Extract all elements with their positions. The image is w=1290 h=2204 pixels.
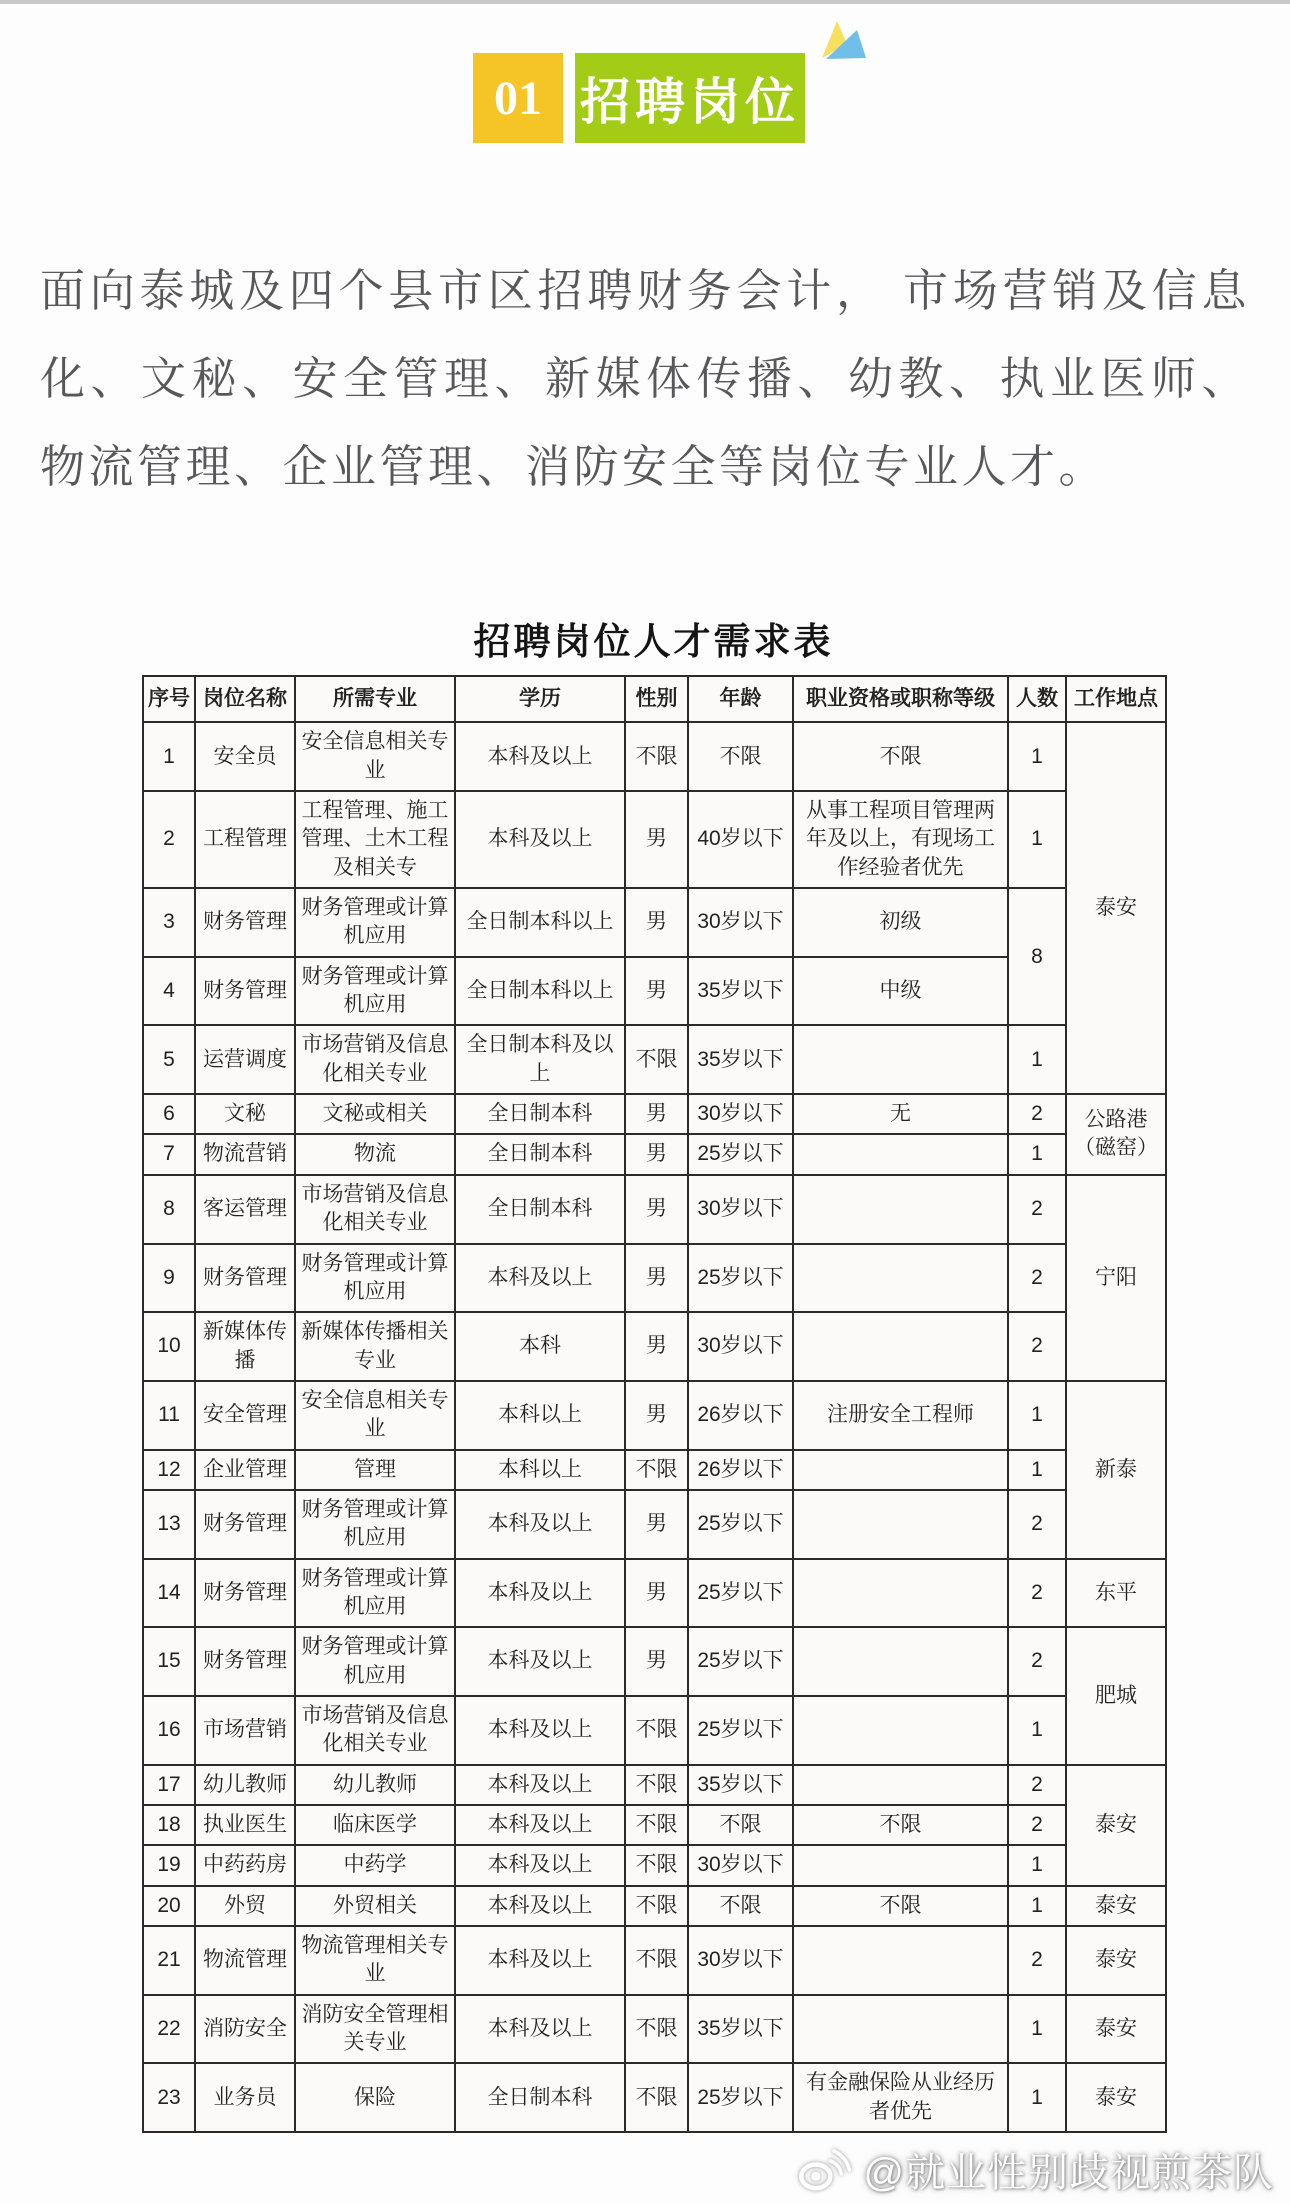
table-row — [143, 1627, 1166, 1696]
table-cell: 不限 — [688, 1886, 793, 1926]
table-cell — [793, 1025, 1008, 1094]
table-cell: 安全管理 — [195, 1381, 295, 1450]
table-row — [143, 1134, 1166, 1174]
table-cell: 10 — [143, 1312, 195, 1381]
table-cell — [793, 1490, 1008, 1559]
table-cell: 2 — [1008, 1926, 1066, 1995]
table-cell — [793, 1765, 1008, 1805]
table-cell: 1 — [1008, 2063, 1066, 2132]
watermark-handle: @就业性别歧视煎茶队 — [863, 2151, 1274, 2195]
table-cell: 财务管理 — [195, 1490, 295, 1559]
table-cell: 6 — [143, 1094, 195, 1134]
table-cell: 男 — [625, 1559, 688, 1628]
table-cell: 4 — [143, 957, 195, 1026]
table-cell: 无 — [793, 1094, 1008, 1134]
section-number-badge — [473, 53, 563, 143]
table-cell: 财务管理或计算机应用 — [295, 888, 455, 957]
table-cell: 不限 — [625, 1696, 688, 1765]
table-cell: 不限 — [688, 1805, 793, 1845]
table-row — [143, 1559, 1166, 1628]
table-cell: 临床医学 — [295, 1805, 455, 1845]
table-cell: 35岁以下 — [688, 1025, 793, 1094]
table-cell: 8 — [143, 1175, 195, 1244]
table-cell: 不限 — [625, 1450, 688, 1490]
table-cell: 40岁以下 — [688, 791, 793, 888]
table-row — [143, 722, 1166, 791]
table-cell — [793, 1926, 1008, 1995]
table-cell: 东平 — [1066, 1559, 1166, 1628]
table-cell: 运营调度 — [195, 1025, 295, 1094]
section-badge — [473, 53, 1290, 143]
table-cell: 7 — [143, 1134, 195, 1174]
table-cell: 本科及以上 — [455, 1845, 625, 1885]
header-row — [143, 676, 1166, 722]
table-cell: 男 — [625, 1312, 688, 1381]
table-cell: 25岁以下 — [688, 1559, 793, 1628]
table-cell: 本科及以上 — [455, 1995, 625, 2064]
table-cell: 不限 — [793, 722, 1008, 791]
table-cell: 不限 — [625, 1926, 688, 1995]
table-cell: 财务管理 — [195, 1627, 295, 1696]
table-cell — [793, 1627, 1008, 1696]
table-cell: 男 — [625, 1244, 688, 1313]
table-cell: 30岁以下 — [688, 1175, 793, 1244]
section-title: 招聘岗位 — [580, 74, 800, 130]
table-cell: 财务管理 — [195, 888, 295, 957]
table-cell: 本科及以上 — [455, 1926, 625, 1995]
table-cell: 19 — [143, 1845, 195, 1885]
table-cell — [793, 1312, 1008, 1381]
table-cell: 本科及以上 — [455, 1490, 625, 1559]
table-cell: 本科以上 — [455, 1381, 625, 1450]
table-cell: 物流管理相关专业 — [295, 1926, 455, 1995]
table-cell: 1 — [1008, 1381, 1066, 1450]
table-cell: 文秘或相关 — [295, 1094, 455, 1134]
table-row — [143, 1805, 1166, 1845]
table-cell: 2 — [1008, 1244, 1066, 1313]
table-cell — [793, 1696, 1008, 1765]
table-cell: 从事工程项目管理两年及以上，有现场工作经验者优先 — [793, 791, 1008, 888]
table-cell: 8 — [1008, 888, 1066, 1025]
table-cell: 1 — [1008, 791, 1066, 888]
table-cell: 客运管理 — [195, 1175, 295, 1244]
table-cell: 2 — [1008, 1627, 1066, 1696]
table-cell: 全日制本科 — [455, 1175, 625, 1244]
table-cell: 20 — [143, 1886, 195, 1926]
table-cell: 男 — [625, 1627, 688, 1696]
table-cell: 工程管理、施工管理、土木工程及相关专 — [295, 791, 455, 888]
table-cell: 1 — [1008, 1450, 1066, 1490]
table-cell: 全日制本科及以上 — [455, 1025, 625, 1094]
table-cell: 2 — [1008, 1094, 1066, 1134]
table-cell: 泰安 — [1066, 1886, 1166, 1926]
table-cell: 2 — [143, 791, 195, 888]
table-row — [143, 1312, 1166, 1381]
table-cell: 25岁以下 — [688, 2063, 793, 2132]
column-header: 学历 — [455, 676, 625, 722]
table-cell: 全日制本科 — [455, 2063, 625, 2132]
table-cell: 外贸 — [195, 1886, 295, 1926]
table-cell: 财务管理或计算机应用 — [295, 1490, 455, 1559]
table-title: 招聘岗位人才需求表 — [473, 622, 834, 663]
table-cell: 不限 — [625, 1845, 688, 1885]
table-cell: 本科及以上 — [455, 1765, 625, 1805]
table-row — [143, 791, 1166, 888]
table-row — [143, 1926, 1166, 1995]
table-cell: 30岁以下 — [688, 888, 793, 957]
requirements-table — [142, 675, 1167, 2133]
table-cell: 全日制本科 — [455, 1094, 625, 1134]
table-row — [143, 1175, 1166, 1244]
table-cell: 本科及以上 — [455, 1805, 625, 1845]
table-cell: 不限 — [625, 1805, 688, 1845]
section-number: 01 — [494, 71, 542, 125]
table-cell: 保险 — [295, 2063, 455, 2132]
table-cell: 市场营销及信息化相关专业 — [295, 1025, 455, 1094]
table-cell: 15 — [143, 1627, 195, 1696]
table-cell: 外贸相关 — [295, 1886, 455, 1926]
table-cell: 不限 — [625, 2063, 688, 2132]
table-cell: 财务管理 — [195, 1244, 295, 1313]
table-cell: 11 — [143, 1381, 195, 1450]
table-cell: 市场营销及信息化相关专业 — [295, 1696, 455, 1765]
table-row — [143, 1490, 1166, 1559]
table-cell: 本科及以上 — [455, 1244, 625, 1313]
table-row — [143, 2063, 1166, 2132]
table-cell — [793, 1134, 1008, 1174]
table-cell: 泰安 — [1066, 1926, 1166, 1995]
table-cell: 宁阳 — [1066, 1175, 1166, 1381]
table-cell: 21 — [143, 1926, 195, 1995]
table-cell: 13 — [143, 1490, 195, 1559]
watermark — [795, 2141, 1274, 2198]
table-cell: 本科 — [455, 1312, 625, 1381]
table-row — [143, 1094, 1166, 1134]
table-cell: 不限 — [793, 1805, 1008, 1845]
table-cell: 35岁以下 — [688, 1995, 793, 2064]
table-cell: 1 — [1008, 1995, 1066, 2064]
column-header: 年龄 — [688, 676, 793, 722]
table-cell: 1 — [1008, 1025, 1066, 1094]
table-cell: 30岁以下 — [688, 1312, 793, 1381]
table-cell: 初级 — [793, 888, 1008, 957]
table-cell: 本科以上 — [455, 1450, 625, 1490]
table-cell: 全日制本科以上 — [455, 888, 625, 957]
table-cell: 25岁以下 — [688, 1134, 793, 1174]
column-header: 职业资格或职称等级 — [793, 676, 1008, 722]
table-cell: 注册安全工程师 — [793, 1381, 1008, 1450]
table-cell: 男 — [625, 791, 688, 888]
table-cell: 23 — [143, 2063, 195, 2132]
table-cell: 17 — [143, 1765, 195, 1805]
triangle-decoration-icon — [814, 21, 866, 59]
table-cell: 消防安全管理相关专业 — [295, 1995, 455, 2064]
table-cell: 本科及以上 — [455, 1627, 625, 1696]
table-cell: 安全信息相关专业 — [295, 1381, 455, 1450]
table-cell: 30岁以下 — [688, 1845, 793, 1885]
table-cell: 本科及以上 — [455, 1559, 625, 1628]
table-cell: 财务管理或计算机应用 — [295, 1559, 455, 1628]
table-cell: 1 — [1008, 1845, 1066, 1885]
table-cell — [793, 1450, 1008, 1490]
table-cell: 3 — [143, 888, 195, 957]
table-cell: 14 — [143, 1559, 195, 1628]
table-row — [143, 1244, 1166, 1313]
table-cell — [793, 1845, 1008, 1885]
table-cell: 泰安 — [1066, 1765, 1166, 1886]
table-cell: 2 — [1008, 1312, 1066, 1381]
table-cell: 不限 — [625, 1765, 688, 1805]
table-cell: 26岁以下 — [688, 1450, 793, 1490]
table-cell: 中药药房 — [195, 1845, 295, 1885]
column-header: 工作地点 — [1066, 676, 1166, 722]
table-row — [143, 1381, 1166, 1450]
table-cell: 业务员 — [195, 2063, 295, 2132]
table-cell: 1 — [1008, 1696, 1066, 1765]
column-header: 人数 — [1008, 676, 1066, 722]
table-cell: 本科及以上 — [455, 1886, 625, 1926]
table-cell: 市场营销 — [195, 1696, 295, 1765]
table-cell: 财务管理或计算机应用 — [295, 1244, 455, 1313]
table-cell: 新媒体传播 — [195, 1312, 295, 1381]
table-cell: 不限 — [625, 1886, 688, 1926]
table-row — [143, 1450, 1166, 1490]
table-cell: 不限 — [625, 1025, 688, 1094]
table-cell: 18 — [143, 1805, 195, 1845]
table-cell: 2 — [1008, 1559, 1066, 1628]
table-cell: 35岁以下 — [688, 1765, 793, 1805]
table-cell: 不限 — [625, 1995, 688, 2064]
table-cell: 男 — [625, 888, 688, 957]
table-cell: 财务管理或计算机应用 — [295, 957, 455, 1026]
table-cell: 肥城 — [1066, 1627, 1166, 1764]
table-cell: 1 — [1008, 1886, 1066, 1926]
column-header: 序号 — [143, 676, 195, 722]
table-cell: 全日制本科以上 — [455, 957, 625, 1026]
table-cell: 30岁以下 — [688, 1094, 793, 1134]
table-cell: 工程管理 — [195, 791, 295, 888]
table-cell: 不限 — [793, 1886, 1008, 1926]
table-cell: 12 — [143, 1450, 195, 1490]
table-cell: 2 — [1008, 1175, 1066, 1244]
column-header: 性别 — [625, 676, 688, 722]
table-cell: 不限 — [625, 722, 688, 791]
table-cell: 2 — [1008, 1765, 1066, 1805]
table-cell — [793, 1175, 1008, 1244]
table-cell: 35岁以下 — [688, 957, 793, 1026]
table-cell: 9 — [143, 1244, 195, 1313]
table-cell: 本科及以上 — [455, 722, 625, 791]
table-row — [143, 1696, 1166, 1765]
table-cell: 全日制本科 — [455, 1134, 625, 1174]
table-cell: 男 — [625, 1134, 688, 1174]
table-cell: 男 — [625, 1381, 688, 1450]
top-strip — [0, 0, 1290, 4]
table-cell: 25岁以下 — [688, 1244, 793, 1313]
table-row — [143, 1845, 1166, 1885]
table-cell: 市场营销及信息化相关专业 — [295, 1175, 455, 1244]
table-cell: 泰安 — [1066, 1995, 1166, 2064]
table-cell — [793, 1995, 1008, 2064]
table-cell: 25岁以下 — [688, 1490, 793, 1559]
table-cell: 本科及以上 — [455, 1696, 625, 1765]
table-cell: 财务管理 — [195, 1559, 295, 1628]
table-cell: 幼儿教师 — [195, 1765, 295, 1805]
table-row — [143, 1025, 1166, 1094]
section-title-badge — [575, 53, 805, 143]
table-cell: 5 — [143, 1025, 195, 1094]
table-cell: 男 — [625, 957, 688, 1026]
table-cell: 新泰 — [1066, 1381, 1166, 1559]
table-cell: 不限 — [688, 722, 793, 791]
column-header: 岗位名称 — [195, 676, 295, 722]
table-cell: 2 — [1008, 1490, 1066, 1559]
table-section — [0, 611, 1290, 2133]
table-cell: 泰安 — [1066, 722, 1166, 1094]
table-row — [143, 1995, 1166, 2064]
table-cell: 25岁以下 — [688, 1627, 793, 1696]
table-cell: 公路港（磁窑） — [1066, 1094, 1166, 1175]
table-row — [143, 1765, 1166, 1805]
table-cell: 2 — [1008, 1805, 1066, 1845]
table-cell: 中级 — [793, 957, 1008, 1026]
table-cell: 新媒体传播相关专业 — [295, 1312, 455, 1381]
table-cell: 管理 — [295, 1450, 455, 1490]
table-cell: 执业医生 — [195, 1805, 295, 1845]
table-cell: 男 — [625, 1175, 688, 1244]
table-cell: 26岁以下 — [688, 1381, 793, 1450]
table-cell: 16 — [143, 1696, 195, 1765]
table-cell: 本科及以上 — [455, 791, 625, 888]
table-row — [143, 1886, 1166, 1926]
table-row — [143, 888, 1166, 957]
table-cell: 物流管理 — [195, 1926, 295, 1995]
table-cell: 泰安 — [1066, 2063, 1166, 2132]
intro-paragraph: 面向泰城及四个县市区招聘财务会计， 市场营销及信息化、文秘、安全管理、新媒体传播、幼教、执业医师、物流管理、企业管理、消防安全等岗位专业人才。 — [40, 265, 1250, 492]
table-cell: 物流 — [295, 1134, 455, 1174]
table-cell: 1 — [1008, 1134, 1066, 1174]
weibo-icon — [795, 2146, 853, 2194]
column-header: 所需专业 — [295, 676, 455, 722]
table-cell: 安全员 — [195, 722, 295, 791]
table-cell: 物流营销 — [195, 1134, 295, 1174]
table-cell: 财务管理 — [195, 957, 295, 1026]
table-cell — [793, 1559, 1008, 1628]
table-cell — [793, 1244, 1008, 1313]
table-cell: 男 — [625, 1094, 688, 1134]
table-cell: 25岁以下 — [688, 1696, 793, 1765]
table-cell: 幼儿教师 — [295, 1765, 455, 1805]
table-cell: 男 — [625, 1490, 688, 1559]
table-cell: 企业管理 — [195, 1450, 295, 1490]
table-cell: 有金融保险从业经历者优先 — [793, 2063, 1008, 2132]
table-cell: 1 — [143, 722, 195, 791]
table-cell: 财务管理或计算机应用 — [295, 1627, 455, 1696]
table-cell: 中药学 — [295, 1845, 455, 1885]
table-cell: 文秘 — [195, 1094, 295, 1134]
table-cell: 安全信息相关专业 — [295, 722, 455, 791]
table-cell: 30岁以下 — [688, 1926, 793, 1995]
table-cell: 22 — [143, 1995, 195, 2064]
table-cell: 1 — [1008, 722, 1066, 791]
table-cell: 消防安全 — [195, 1995, 295, 2064]
